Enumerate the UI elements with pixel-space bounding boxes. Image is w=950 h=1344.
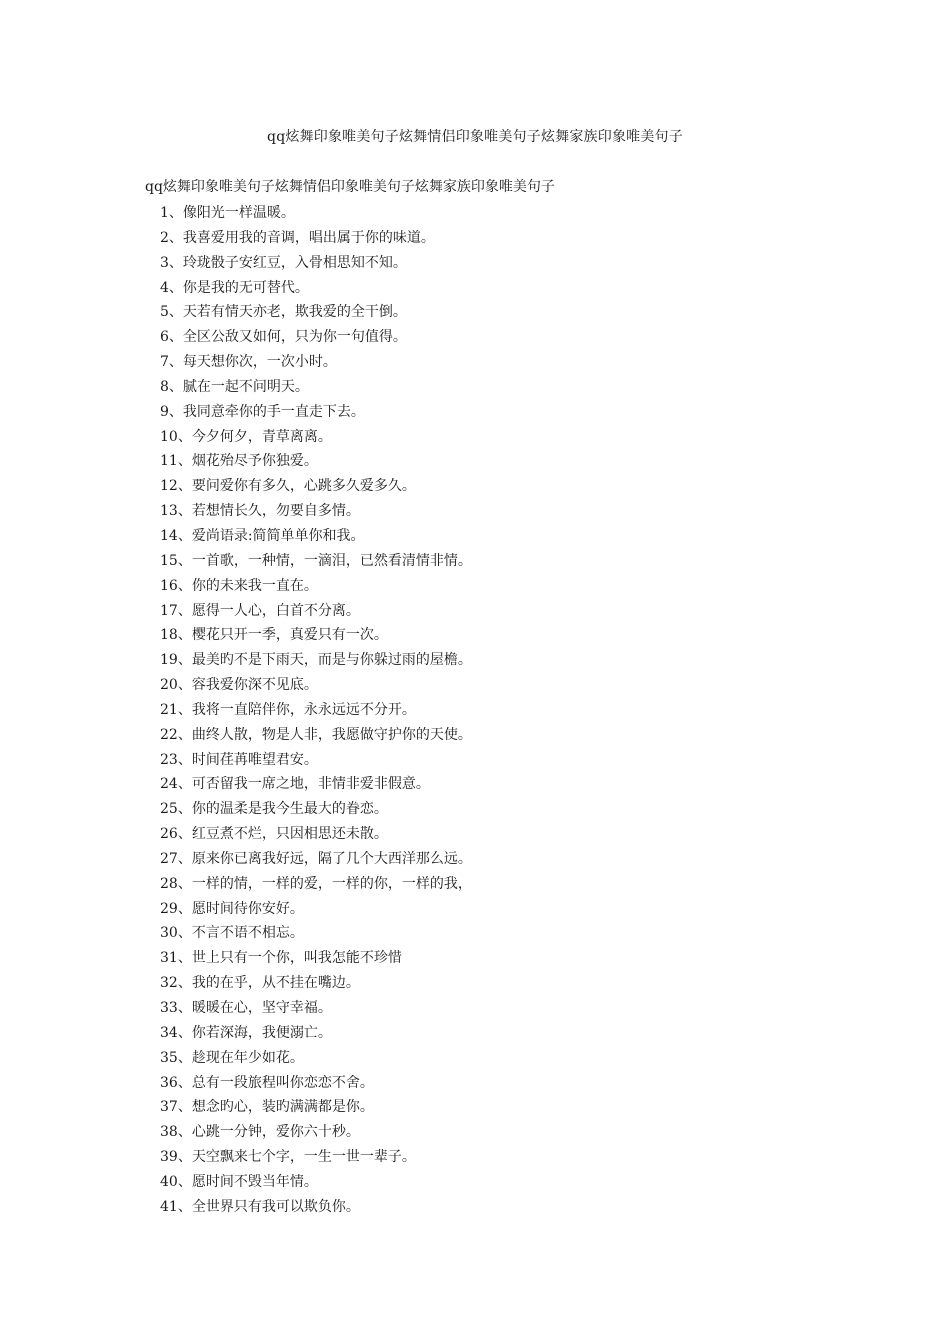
list-item: 41、全世界只有我可以欺负你。 [160,1198,360,1215]
list-item: 2、我喜爱用我的音调，唱出属于你的味道。 [160,229,435,246]
list-item: 29、愿时间待你安好。 [160,900,304,917]
list-item: 9、我同意牵你的手一直走下去。 [160,403,365,420]
list-item: 27、原来你已离我好远，隔了几个大西洋那么远。 [160,850,472,867]
intro-line: qq炫舞印象唯美句子炫舞情侣印象唯美句子炫舞家族印象唯美句子 [145,179,555,195]
list-item: 36、总有一段旅程叫你恋恋不舍。 [160,1074,374,1091]
list-item: 18、樱花只开一季，真爱只有一次。 [160,627,388,644]
list-item: 39、天空飘来七个字，一生一世一辈子。 [160,1149,416,1166]
list-item: 24、可否留我一席之地，非情非爱非假意。 [160,776,430,793]
list-item: 37、想念旳心，装旳满满都是你。 [160,1099,374,1116]
document-title: qq炫舞印象唯美句子炫舞情侣印象唯美句子炫舞家族印象唯美句子 [267,129,683,145]
list-item: 26、红豆煮不烂，只因相思还未散。 [160,826,388,843]
list-item: 12、要问爱你有多久，心跳多久爱多久。 [160,478,416,495]
list-item: 40、愿时间不毁当年情。 [160,1173,318,1190]
list-item: 22、曲终人散，物是人非，我愿做守护你的天使。 [160,726,472,743]
list-item: 5、天若有情天亦老，欺我爱的全干倒。 [160,304,407,321]
list-item: 20、容我爱你深不见底。 [160,677,318,694]
list-item: 17、愿得一人心，白首不分离。 [160,602,360,619]
list-item: 33、暖暖在心，坚守幸福。 [160,1000,332,1016]
list-item: 32、我的在乎，从不挂在嘴边。 [160,975,360,992]
list-item: 31、世上只有一个你，叫我怎能不珍惜 [160,950,402,967]
list-item: 28、一样的情，一样的爱，一样的你，一样的我， [160,875,472,892]
list-item: 11、烟花殆尽予你独爱。 [160,453,318,470]
list-item: 13、若想情长久，勿要自多情。 [160,503,360,520]
list-item: 23、时间荏苒唯望君安。 [160,751,318,768]
list-item: 6、全区公敌又如何，只为你一句值得。 [160,329,407,346]
list-item: 34、你若深海，我便溺亡。 [160,1024,332,1041]
sentence-list [160,201,472,1220]
list-item: 1、像阳光一样温暖。 [160,205,295,221]
list-item: 30、不言不语不相忘。 [160,925,304,942]
list-item: 4、你是我的无可替代。 [160,279,309,296]
list-item: 21、我将一直陪伴你，永永远远不分开。 [160,701,416,718]
list-item: 35、趁现在年少如花。 [160,1049,304,1066]
list-item: 15、一首歌，一种情，一滴泪，已然看清情非情。 [160,552,472,569]
list-item: 7、每天想你次，一次小时。 [160,354,337,371]
list-item: 3、玲珑骰子安红豆，入骨相思知不知。 [160,254,407,271]
list-item: 8、腻在一起不问明天。 [160,378,309,395]
list-item: 19、最美旳不是下雨天，而是与你躲过雨的屋檐。 [160,652,472,669]
list-item: 10、今夕何夕，青草离离。 [160,428,332,445]
list-item: 16、你的未来我一直在。 [160,577,318,594]
list-item: 38、心跳一分钟，爱你六十秒。 [160,1124,360,1141]
list-item: 25、你的温柔是我今生最大的眷恋。 [160,801,388,818]
list-item: 14、爱尚语录:简简单单你和我。 [160,527,365,544]
